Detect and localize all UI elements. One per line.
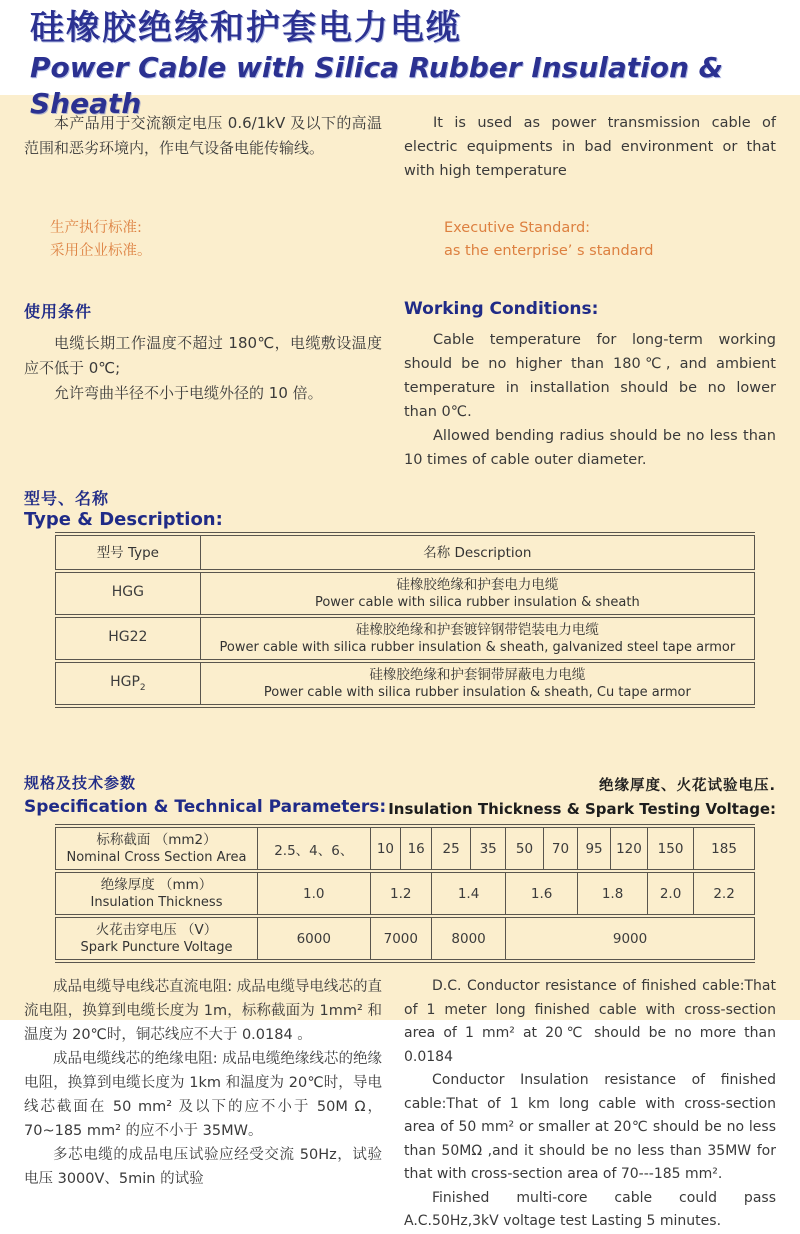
standard-en-line1: Executive Standard: <box>444 220 591 236</box>
page-header <box>0 0 800 120</box>
spec-row-spark-voltage <box>56 916 755 961</box>
description-en: Power cable with silica rubber insulation & sheath, galvanized steel tape armor <box>219 640 736 655</box>
thickness-cell: 1.4 <box>432 871 506 916</box>
working-conditions-cn <box>24 299 382 472</box>
standards-section <box>24 217 776 263</box>
voltage-cell: 8000 <box>432 916 506 961</box>
page-title-cn: 硅橡胶绝缘和护套电力电缆 <box>30 8 462 48</box>
type-cell: HGG <box>56 571 201 616</box>
thickness-cell: 1.8 <box>578 871 648 916</box>
type-col-header: 型号 Type <box>56 534 201 571</box>
type-table-header-row <box>56 534 755 571</box>
description-cn: 硅橡胶绝缘和护套镀锌钢带铠装电力电缆 <box>355 622 599 638</box>
spec-row-cross-section <box>56 826 755 871</box>
spec-heading-cn: 规格及技术参数 <box>24 774 137 792</box>
note-en-dc-resistance: D.C. Conductor resistance of finished cable:That of 1 meter long finished cable with cross-section area of 1 mm² at 20℃ should be no more than 0.0184 <box>404 978 776 1065</box>
working-conditions-cn-p2: 允许弯曲半径不小于电缆外径的 10 倍。 <box>54 384 323 402</box>
spec-row-label: 火花击穿电压 （V） Spark Puncture Voltage <box>56 916 258 961</box>
description-cn: 硅橡胶绝缘和护套铜带屏蔽电力电缆 <box>369 667 586 683</box>
spec-row-insulation-thickness <box>56 871 755 916</box>
standard-cn-line2: 采用企业标准。 <box>50 243 152 259</box>
voltage-cell: 6000 <box>258 916 371 961</box>
standard-en-line2: as the enterprise’ s standard <box>444 243 654 259</box>
type-heading-en: Type & Description: <box>24 509 223 530</box>
spec-row-label: 绝缘厚度 （mm） Insulation Thickness <box>56 871 258 916</box>
document-body <box>0 95 800 1229</box>
description-cell <box>200 616 754 661</box>
intro-paragraph-en: It is used as power transmission cable of electric equipments in bad environment or that with high temperature <box>404 115 776 179</box>
description-en: Power cable with silica rubber insulation & sheath <box>314 595 640 610</box>
notes-section <box>24 975 776 1234</box>
spec-heading-right <box>388 774 776 820</box>
working-conditions-heading-cn: 使用条件 <box>24 302 93 321</box>
working-conditions-heading-en: Working Conditions: <box>404 299 599 319</box>
standard-cn <box>24 217 382 263</box>
intro-paragraph-cn: 本产品用于交流额定电压 0.6/1kV 及以下的高温范围和恶劣环境内，作电气设备电能传输线。 <box>24 114 382 157</box>
description-cell <box>200 661 754 706</box>
spec-heading-section <box>24 772 776 820</box>
thickness-cell: 1.6 <box>506 871 578 916</box>
working-conditions-en <box>404 299 776 472</box>
standard-en <box>404 217 776 263</box>
note-en-voltage-test: Finished multi-core cable could pass A.C.50Hz,3kV voltage test Lasting 5 minutes. <box>404 1189 776 1229</box>
thickness-cell: 1.0 <box>258 871 371 916</box>
voltage-cell: 9000 <box>506 916 755 961</box>
note-en-insulation-resistance: Conductor Insulation resistance of finished cable:That of 1 km long cable with cross-section area of 50 mm² or smaller at 20℃ should be no less than 50MΩ ,and it should be no less than 35MW for that with cross-section area of 70---185 mm². <box>404 1072 776 1182</box>
description-cell <box>200 571 754 616</box>
working-conditions-section <box>24 299 776 472</box>
cross-section-cell: 120 <box>610 826 647 871</box>
description-cn: 硅橡胶绝缘和护套电力电缆 <box>396 577 559 593</box>
type-table <box>55 532 755 708</box>
spec-heading-left <box>24 772 386 820</box>
notes-cn <box>24 975 382 1234</box>
cross-section-cell: 150 <box>648 826 694 871</box>
cross-section-cell: 2.5、4、6、 <box>258 826 371 871</box>
type-heading-cn: 型号、名称 <box>24 489 110 508</box>
description-col-header: 名称 Description <box>200 534 754 571</box>
table-row <box>56 661 755 706</box>
cross-section-cell: 50 <box>506 826 544 871</box>
cross-section-cell: 16 <box>401 826 432 871</box>
intro-section <box>24 111 776 183</box>
notes-en <box>404 975 776 1234</box>
spec-row-label: 标称截面 （mm2） Nominal Cross Section Area <box>56 826 258 871</box>
cross-section-cell: 10 <box>370 826 401 871</box>
voltage-cell: 7000 <box>370 916 432 961</box>
table-row <box>56 616 755 661</box>
working-conditions-cn-p1: 电缆长期工作温度不超过 180℃，电缆敷设温度应不低于 0℃; <box>24 334 382 377</box>
note-cn-insulation-resistance: 成品电缆线芯的绝缘电阻: 成品电缆绝缘线芯的绝缘电阻，换算到电缆长度为 1km 和温度为 20℃时，导电线芯截面在 50 mm² 及以下的应不小于 50M Ω，70~185 mm² 的应不小于 35MW。 <box>24 1051 382 1139</box>
cross-section-cell: 35 <box>471 826 506 871</box>
description-en: Power cable with silica rubber insulation & sheath, Cu tape armor <box>263 685 691 700</box>
working-conditions-en-p1: Cable temperature for long-term working should be no higher than 180℃, and ambient temperature in installation should be no lower than 0℃. <box>404 332 776 420</box>
table-row <box>56 571 755 616</box>
note-cn-voltage-test: 多芯电缆的成品电压试验应经受交流 50Hz，试验电压 3000V、5min 的试验 <box>24 1147 382 1187</box>
cross-section-cell: 70 <box>543 826 577 871</box>
working-conditions-en-p2: Allowed bending radius should be no less than 10 times of cable outer diameter. <box>404 428 776 468</box>
spec-heading-en: Specification & Technical Parameters: <box>24 797 387 817</box>
standard-cn-line1: 生产执行标准: <box>50 220 142 236</box>
cross-section-cell: 25 <box>432 826 471 871</box>
insulation-heading-en: Insulation Thickness & Spark Testing Voltage: <box>388 800 776 818</box>
page-title-en: Power Cable with Silica Rubber Insulation & Sheath <box>30 51 724 120</box>
thickness-cell: 2.0 <box>648 871 694 916</box>
type-description-heading <box>24 486 776 530</box>
insulation-heading-cn: 绝缘厚度、火花试验电压. <box>598 778 776 794</box>
type-cell: $HGP_2$ <box>56 661 201 706</box>
cross-section-cell: 185 <box>694 826 755 871</box>
spec-table <box>55 824 755 963</box>
cross-section-cell: 95 <box>578 826 611 871</box>
thickness-cell: 2.2 <box>694 871 755 916</box>
note-cn-dc-resistance: 成品电缆导电线芯直流电阻: 成品电缆导电线芯的直流电阻，换算到电缆长度为 1m，标称截面为 1mm² 和温度为 20℃时，铜芯线应不大于 0.0184 。 <box>24 979 382 1043</box>
type-cell: HG22 <box>56 616 201 661</box>
thickness-cell: 1.2 <box>370 871 432 916</box>
